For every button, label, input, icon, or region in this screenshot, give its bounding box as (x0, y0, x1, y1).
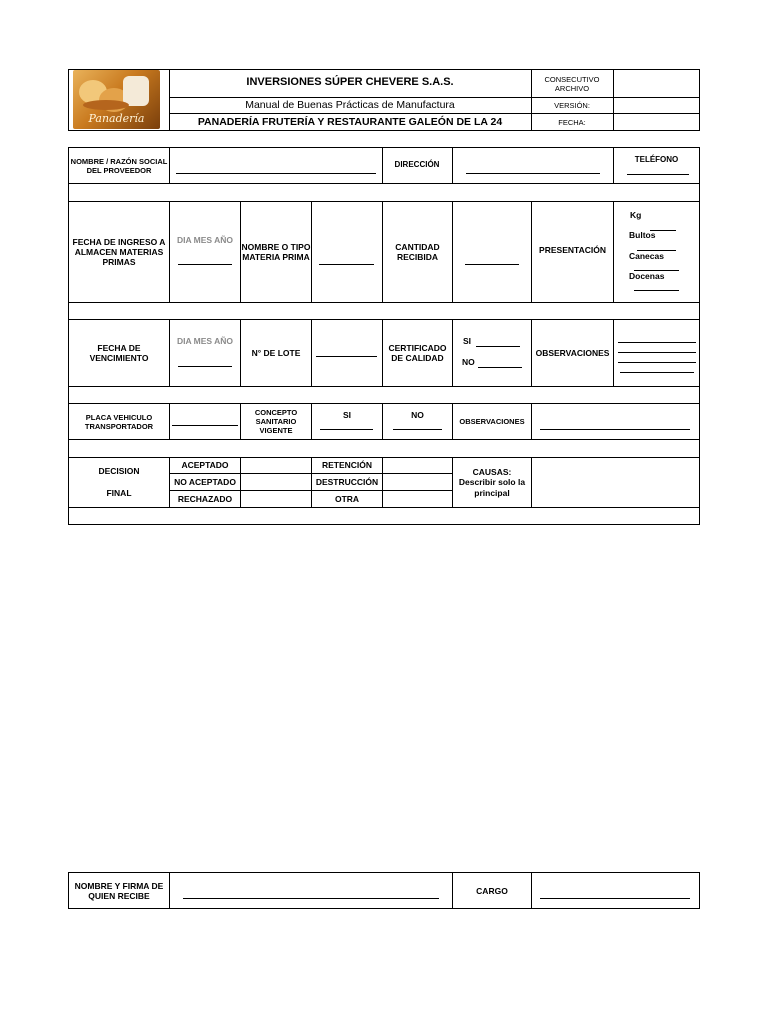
quantity-field[interactable] (465, 264, 519, 265)
presentation-kg: Kg (630, 210, 642, 220)
address-field[interactable] (466, 173, 600, 174)
manual-title: Manual de Buenas Prácticas de Manufactura (245, 98, 455, 111)
destruction-label: DESTRUCCIÓN (315, 476, 379, 487)
entry-date-label: FECHA DE INGRESO A ALMACEN MATERIAS PRIMAS (72, 236, 166, 268)
transport-si-label: SI (342, 409, 352, 420)
presentation-bultos: Bultos (629, 230, 656, 240)
expiry-observations-label: OBSERVACIONES (535, 347, 610, 358)
version-field[interactable] (614, 98, 699, 112)
expiry-obs-line-1[interactable] (618, 342, 696, 343)
expiry-date-field[interactable] (178, 366, 232, 367)
phone-label: TELÉFONO (634, 155, 679, 165)
plate-field[interactable] (172, 425, 238, 426)
decision-label-1: DECISION (98, 465, 140, 476)
presentation-docenas: Docenas (629, 271, 665, 281)
plate-label: PLACA VEHICULO TRANSPORTADOR (84, 412, 154, 431)
transport-no-field[interactable] (393, 429, 442, 430)
address-label: DIRECCIÓN (394, 160, 440, 170)
version-label: VERSIÓN: (554, 100, 590, 110)
consecutivo-label: CONSECUTIVO ARCHIVO (544, 74, 600, 93)
retention-check[interactable] (383, 458, 452, 473)
position-field[interactable] (540, 898, 690, 899)
phone-field[interactable] (627, 174, 689, 175)
cert-si-label: SI (463, 336, 472, 346)
lot-field[interactable] (316, 356, 377, 357)
certificate-label: CERTIFICADO DE CALIDAD (388, 342, 447, 363)
business-name: PANADERÍA FRUTERÍA Y RESTAURANTE GALEÓN DE LA 24 (197, 115, 503, 128)
position-label: CARGO (476, 885, 508, 896)
cert-si-field[interactable] (476, 346, 520, 347)
entry-date-hint: DIA MES AÑO (176, 234, 234, 245)
expiry-obs-line-3[interactable] (618, 362, 696, 363)
docenas-field[interactable] (634, 290, 679, 291)
cert-no-label: NO (462, 357, 475, 367)
fecha-field[interactable] (614, 114, 699, 130)
transport-obs-field[interactable] (540, 429, 690, 430)
signature-label: NOMBRE Y FIRMA DE QUIEN RECIBE (74, 880, 164, 901)
provider-name-label: NOMBRE / RAZÓN SOCIAL DEL PROVEEDOR (70, 156, 168, 175)
not-accepted-label: NO ACEPTADO (174, 476, 236, 487)
quantity-label: CANTIDAD RECIBIDA (395, 241, 440, 262)
causes-field[interactable] (532, 458, 699, 507)
sanitary-concept-label: CONCEPTO SANITARIO VIGENTE (254, 408, 298, 435)
cert-no-field[interactable] (478, 367, 522, 368)
expiry-date-hint: DIA MES AÑO (176, 335, 234, 346)
material-field[interactable] (319, 264, 374, 265)
presentation-label: PRESENTACIÓN (539, 245, 606, 256)
transport-no-label: NO (411, 409, 424, 420)
accepted-label: ACEPTADO (181, 460, 229, 471)
signature-field[interactable] (183, 898, 439, 899)
transport-si-field[interactable] (320, 429, 373, 430)
other-label: OTRA (334, 493, 360, 504)
fecha-label: FECHA: (558, 117, 586, 127)
retention-label: RETENCIÓN (321, 460, 373, 471)
rejected-label: RECHAZADO (177, 493, 233, 504)
rejected-check[interactable] (241, 491, 311, 507)
expiry-label: FECHA DE VENCIMIENTO (89, 342, 149, 363)
material-label: NOMBRE O TIPO MATERIA PRIMA (241, 241, 311, 262)
expiry-obs-line-2[interactable] (618, 352, 696, 353)
logo-text: Panadería (88, 112, 145, 125)
lot-label: N° DE LOTE (251, 347, 301, 358)
not-accepted-check[interactable] (241, 474, 311, 490)
presentation-canecas: Canecas (629, 251, 664, 261)
decision-label-2: FINAL (106, 487, 132, 498)
company-name: INVERSIONES SÚPER CHEVERE S.A.S. (246, 76, 454, 89)
consecutivo-field[interactable] (614, 70, 699, 96)
entry-date-field[interactable] (178, 264, 232, 265)
accepted-check[interactable] (241, 458, 311, 473)
destruction-check[interactable] (383, 474, 452, 490)
transport-observations-label: OBSERVACIONES (459, 417, 525, 426)
causes-label: CAUSAS: Describir solo la principal (458, 467, 526, 498)
expiry-obs-line-4[interactable] (620, 372, 694, 373)
other-check[interactable] (383, 491, 452, 507)
provider-name-field[interactable] (176, 173, 376, 174)
bakery-logo (73, 70, 160, 129)
